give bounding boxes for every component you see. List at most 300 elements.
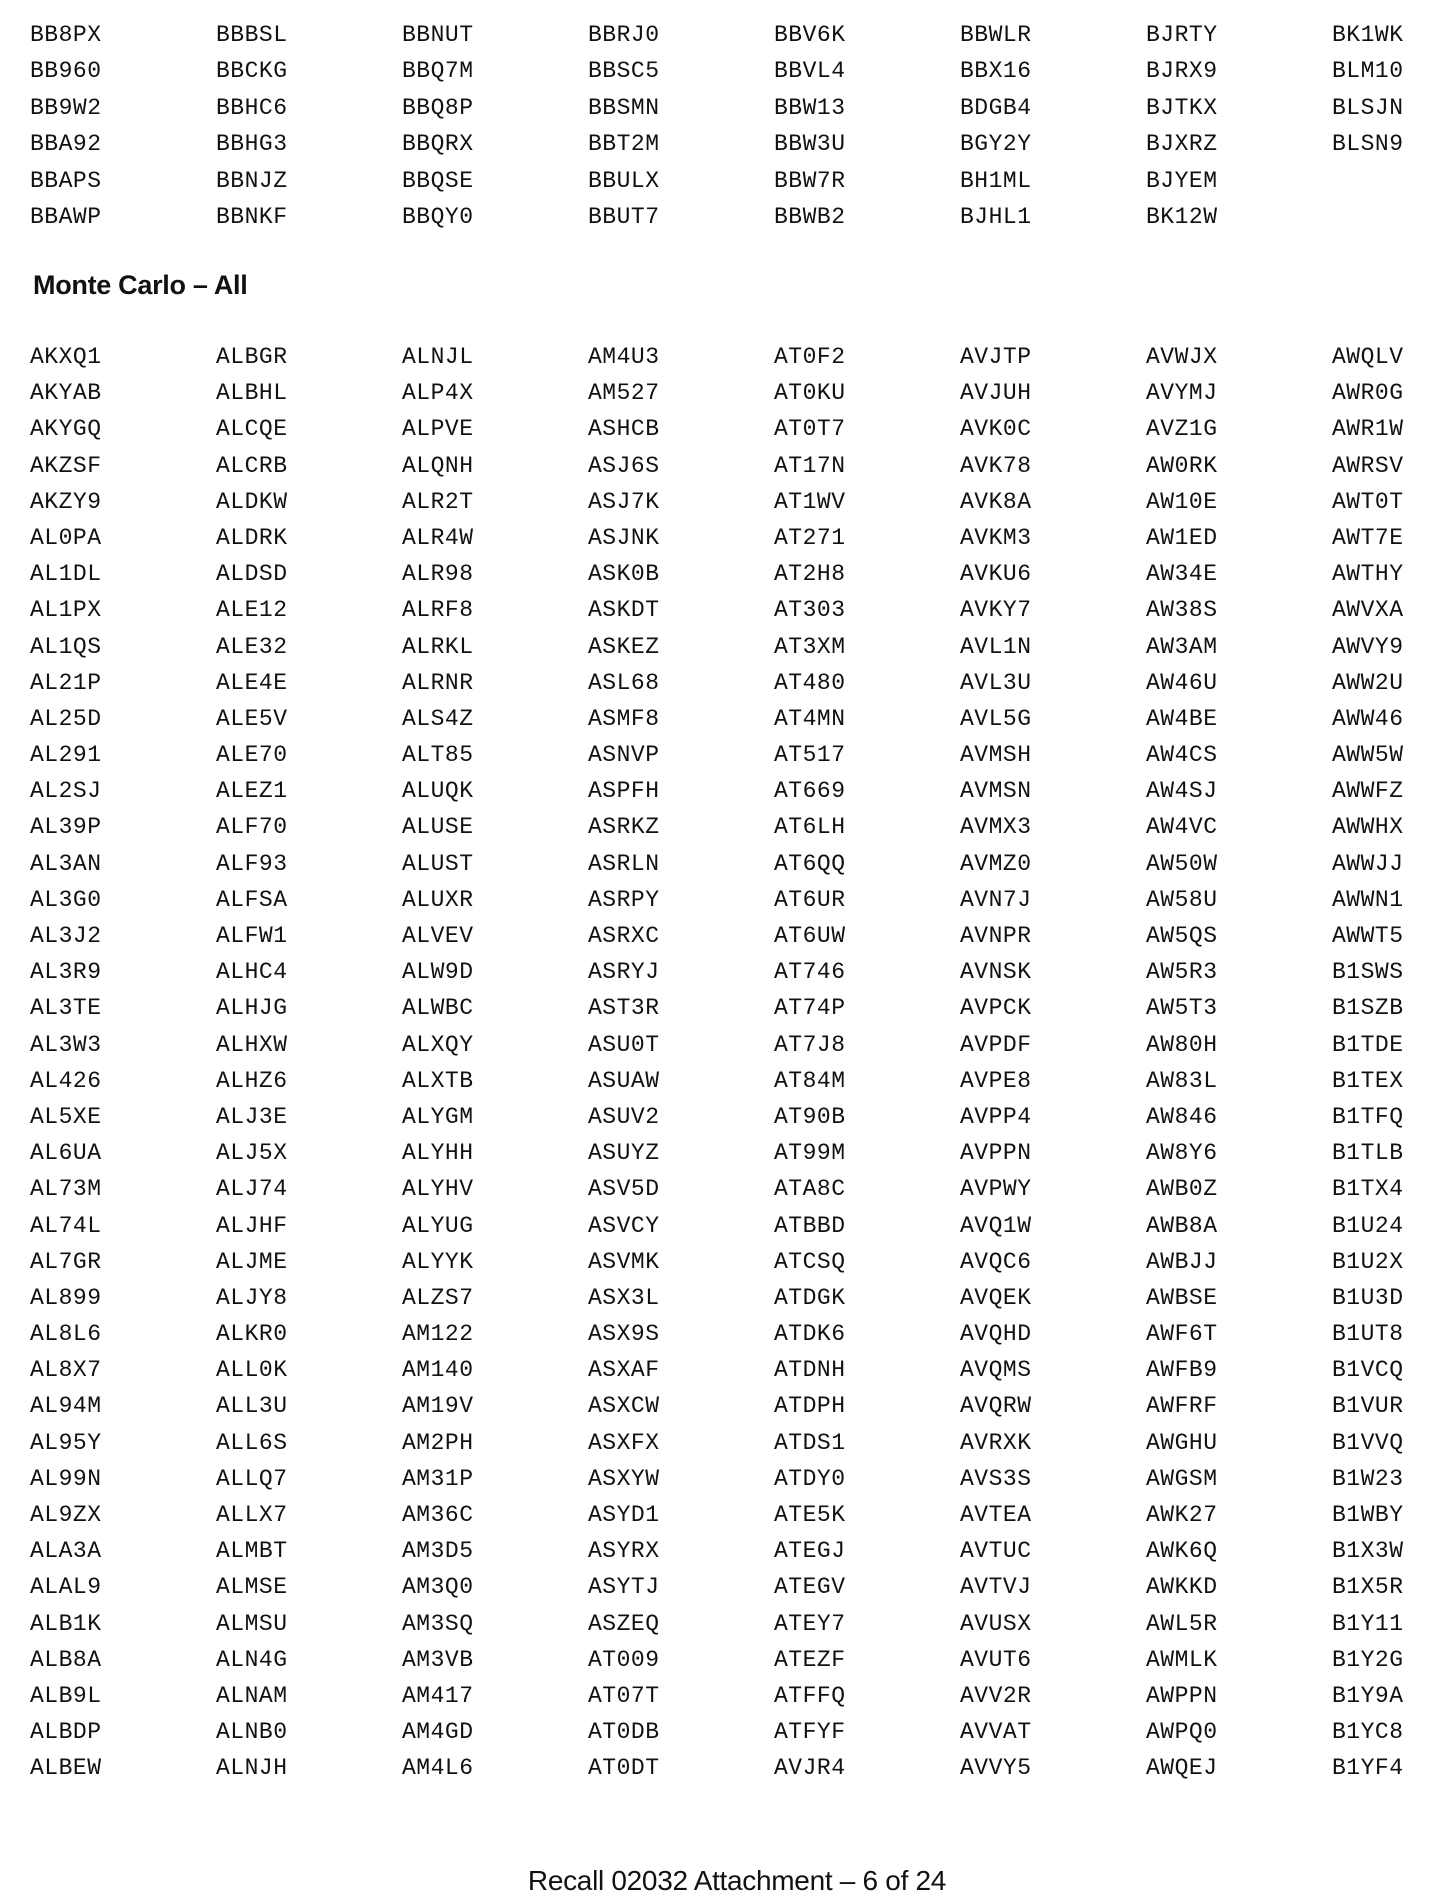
code-cell: ALFW1	[216, 923, 288, 949]
code-cell: ALXQY	[402, 1031, 474, 1058]
code-cell: BJRTY	[1146, 22, 1218, 48]
code-cell: AM140	[402, 1357, 474, 1384]
code-cell: AVPPN	[960, 1140, 1032, 1167]
code-cell: AVTEA	[960, 1502, 1032, 1528]
code-cell: ASMF8	[588, 705, 660, 732]
code-cell: AVVY5	[960, 1755, 1032, 1782]
code-cell: ALL0K	[216, 1357, 288, 1384]
code-cell: ALBDP	[30, 1719, 102, 1746]
monte-carlo-code-grid	[30, 344, 1456, 1792]
code-cell: BBCKG	[216, 58, 288, 85]
code-cell: ALNAM	[216, 1682, 288, 1709]
code-cell: BBBSL	[216, 22, 288, 48]
code-cell: ALBEW	[30, 1755, 102, 1782]
code-cell: B1VCQ	[1332, 1357, 1404, 1384]
code-cell: AM4GD	[402, 1719, 474, 1746]
code-cell: AWW46	[1332, 705, 1404, 732]
code-cell: ALJ3E	[216, 1103, 288, 1130]
code-cell: BBT2M	[588, 131, 660, 158]
code-cell: AT517	[774, 742, 846, 769]
code-cell: ALBGR	[216, 344, 288, 370]
code-cell: AT2H8	[774, 561, 846, 588]
code-cell: AT6QQ	[774, 850, 846, 877]
code-cell: AM3SQ	[402, 1610, 474, 1637]
code-cell: AWFRF	[1146, 1393, 1218, 1420]
code-cell: AL7GR	[30, 1248, 102, 1275]
code-cell: AVMX3	[960, 814, 1032, 841]
code-cell: ALNB0	[216, 1719, 288, 1746]
code-cell: ALLQ7	[216, 1465, 288, 1492]
code-cell: AWKKD	[1146, 1574, 1218, 1601]
code-cell: AT480	[774, 669, 846, 696]
code-cell: BGY2Y	[960, 131, 1032, 158]
code-cell: AT0KU	[774, 380, 846, 407]
code-cell: AT7J8	[774, 1031, 846, 1058]
code-cell: AM4U3	[588, 344, 660, 370]
code-cell: ASX9S	[588, 1321, 660, 1348]
code-cell: AVRXK	[960, 1429, 1032, 1456]
code-cell: AM4L6	[402, 1755, 474, 1782]
code-cell: B1YC8	[1332, 1719, 1404, 1746]
code-cell: ASRLN	[588, 850, 660, 877]
code-cell: ATDS1	[774, 1429, 846, 1456]
code-cell: AWT0T	[1332, 488, 1404, 515]
code-cell: AL6UA	[30, 1140, 102, 1167]
code-cell: AKZY9	[30, 488, 102, 515]
code-cell: ALHC4	[216, 959, 288, 986]
code-cell: AL5XE	[30, 1103, 102, 1130]
code-cell: ALJY8	[216, 1284, 288, 1311]
top-code-grid	[30, 22, 1456, 240]
code-cell: ASK0B	[588, 561, 660, 588]
code-cell: BJYEM	[1146, 167, 1218, 194]
code-cell: BBX16	[960, 58, 1032, 85]
code-cell: B1WBY	[1332, 1502, 1404, 1528]
code-cell: AL94M	[30, 1393, 102, 1420]
code-cell: AL291	[30, 742, 102, 769]
code-cell: AWR0G	[1332, 380, 1404, 407]
code-cell: B1UT8	[1332, 1321, 1404, 1348]
code-cell: AWMLK	[1146, 1646, 1218, 1673]
code-cell: BB8PX	[30, 22, 102, 48]
code-cell: AWL5R	[1146, 1610, 1218, 1637]
code-cell: AL73M	[30, 1176, 102, 1203]
code-cell: AT07T	[588, 1682, 660, 1709]
code-cell: BBWB2	[774, 203, 846, 230]
code-cell: AVWJX	[1146, 344, 1218, 370]
code-cell: AT303	[774, 597, 846, 624]
code-cell: BBW7R	[774, 167, 846, 194]
code-cell: AVQRW	[960, 1393, 1032, 1420]
code-cell: ALB8A	[30, 1646, 102, 1673]
code-cell: ALJ5X	[216, 1140, 288, 1167]
code-cell: ALF70	[216, 814, 288, 841]
code-cell: AT0F2	[774, 344, 846, 370]
code-cell: ALA3A	[30, 1538, 102, 1565]
code-cell: AT90B	[774, 1103, 846, 1130]
code-cell: AWK6Q	[1146, 1538, 1218, 1565]
code-cell: ASL68	[588, 669, 660, 696]
code-cell: AM3VB	[402, 1646, 474, 1673]
code-cell: AKYGQ	[30, 416, 102, 443]
code-cell: AWFB9	[1146, 1357, 1218, 1384]
code-cell: AL0PA	[30, 524, 102, 551]
code-cell: AVS3S	[960, 1465, 1032, 1492]
code-cell: AM36C	[402, 1502, 474, 1528]
code-cell: AL9ZX	[30, 1502, 102, 1528]
code-cell: AT271	[774, 524, 846, 551]
code-cell: AW4BE	[1146, 705, 1218, 732]
code-cell: BBHG3	[216, 131, 288, 158]
code-cell: B1TDE	[1332, 1031, 1404, 1058]
code-cell: ALR2T	[402, 488, 474, 515]
code-cell: ALEZ1	[216, 778, 288, 805]
code-cell: ALMSE	[216, 1574, 288, 1601]
code-cell: AL8X7	[30, 1357, 102, 1384]
code-cell: ALP4X	[402, 380, 474, 407]
code-cell: AW80H	[1146, 1031, 1218, 1058]
code-cell: ALL3U	[216, 1393, 288, 1420]
code-cell: ATEY7	[774, 1610, 846, 1637]
code-cell: AVPWY	[960, 1176, 1032, 1203]
code-cell: BB960	[30, 58, 102, 85]
code-cell: AVUT6	[960, 1646, 1032, 1673]
code-cell: AWGSM	[1146, 1465, 1218, 1492]
code-cell: AL95Y	[30, 1429, 102, 1456]
code-cell: ALUSE	[402, 814, 474, 841]
code-cell: BBSMN	[588, 94, 660, 121]
code-cell: ALMBT	[216, 1538, 288, 1565]
code-cell: BJXRZ	[1146, 131, 1218, 158]
code-cell: ASRKZ	[588, 814, 660, 841]
code-cell: ATEGJ	[774, 1538, 846, 1565]
code-cell: BBW3U	[774, 131, 846, 158]
code-cell: AWGHU	[1146, 1429, 1218, 1456]
code-cell: ALUQK	[402, 778, 474, 805]
code-cell: AT6UW	[774, 923, 846, 949]
code-cell: ALDSD	[216, 561, 288, 588]
code-cell: AL8L6	[30, 1321, 102, 1348]
code-cell: AVJTP	[960, 344, 1032, 370]
code-cell: AWVXA	[1332, 597, 1404, 624]
code-cell: ALE70	[216, 742, 288, 769]
code-cell: BBULX	[588, 167, 660, 194]
code-cell: AVTUC	[960, 1538, 1032, 1565]
code-cell: AVK8A	[960, 488, 1032, 515]
code-cell: AVPE8	[960, 1067, 1032, 1094]
code-cell: BK1WK	[1332, 22, 1404, 48]
code-cell: ATFYF	[774, 1719, 846, 1746]
code-cell: ALFSA	[216, 886, 288, 913]
code-cell: B1VVQ	[1332, 1429, 1404, 1456]
code-cell: AT4MN	[774, 705, 846, 732]
code-cell: AW8Y6	[1146, 1140, 1218, 1167]
code-cell: AVKM3	[960, 524, 1032, 551]
code-cell: ATBBD	[774, 1212, 846, 1239]
code-cell: AW5QS	[1146, 923, 1218, 949]
code-cell: B1U3D	[1332, 1284, 1404, 1311]
code-cell: ALRNR	[402, 669, 474, 696]
code-cell: ALCQE	[216, 416, 288, 443]
code-cell: AL3TE	[30, 995, 102, 1022]
code-cell: AVMZ0	[960, 850, 1032, 877]
code-cell: AWRSV	[1332, 452, 1404, 479]
code-cell: AW58U	[1146, 886, 1218, 913]
code-cell: ALXTB	[402, 1067, 474, 1094]
code-cell: AL1QS	[30, 633, 102, 660]
code-cell: BJTKX	[1146, 94, 1218, 121]
code-cell: AWWHX	[1332, 814, 1404, 841]
code-cell: AVVAT	[960, 1719, 1032, 1746]
code-cell: BBHC6	[216, 94, 288, 121]
code-cell: ALNJH	[216, 1755, 288, 1782]
code-cell: ALWBC	[402, 995, 474, 1022]
code-cell: AVYMJ	[1146, 380, 1218, 407]
code-cell: ASYD1	[588, 1502, 660, 1528]
code-cell: ASUAW	[588, 1067, 660, 1094]
code-cell: AT3XM	[774, 633, 846, 660]
code-cell: AT99M	[774, 1140, 846, 1167]
code-cell: AVJR4	[774, 1755, 846, 1782]
code-cell: AWBJJ	[1146, 1248, 1218, 1275]
code-cell: BBQ7M	[402, 58, 474, 85]
code-cell: ALN4G	[216, 1646, 288, 1673]
code-cell: AW10E	[1146, 488, 1218, 515]
code-cell: BBQSE	[402, 167, 474, 194]
code-cell: ALYHV	[402, 1176, 474, 1203]
code-cell: ASVMK	[588, 1248, 660, 1275]
code-cell: AWBSE	[1146, 1284, 1218, 1311]
code-cell: AM527	[588, 380, 660, 407]
code-cell: BBQY0	[402, 203, 474, 230]
code-cell: AVMSH	[960, 742, 1032, 769]
code-cell: ALT85	[402, 742, 474, 769]
code-cell: ASKDT	[588, 597, 660, 624]
code-cell: AVTVJ	[960, 1574, 1032, 1601]
code-cell: ATEZF	[774, 1646, 846, 1673]
code-cell: ASV5D	[588, 1176, 660, 1203]
code-cell: AWT7E	[1332, 524, 1404, 551]
code-cell: AVMSN	[960, 778, 1032, 805]
code-cell: AT6UR	[774, 886, 846, 913]
code-cell: AL25D	[30, 705, 102, 732]
code-cell: AW3AM	[1146, 633, 1218, 660]
code-cell: ALR98	[402, 561, 474, 588]
code-cell: ASZEQ	[588, 1610, 660, 1637]
code-cell: B1Y11	[1332, 1610, 1404, 1637]
code-cell: ALB1K	[30, 1610, 102, 1637]
code-cell: AT0DB	[588, 1719, 660, 1746]
code-cell: BBNKF	[216, 203, 288, 230]
code-cell: BBQ8P	[402, 94, 474, 121]
code-cell: B1TLB	[1332, 1140, 1404, 1167]
code-cell: AVZ1G	[1146, 416, 1218, 443]
code-cell: AL3J2	[30, 923, 102, 949]
code-cell: ALYHH	[402, 1140, 474, 1167]
code-cell: AST3R	[588, 995, 660, 1022]
code-cell: AT669	[774, 778, 846, 805]
code-cell: AT0DT	[588, 1755, 660, 1782]
code-cell: AL2SJ	[30, 778, 102, 805]
code-cell: AVUSX	[960, 1610, 1032, 1637]
code-cell: AVL3U	[960, 669, 1032, 696]
code-cell: AW846	[1146, 1103, 1218, 1130]
code-cell: ASXYW	[588, 1465, 660, 1492]
code-cell: B1TEX	[1332, 1067, 1404, 1094]
code-cell: ALDKW	[216, 488, 288, 515]
code-cell: AVN7J	[960, 886, 1032, 913]
code-cell: ASRXC	[588, 923, 660, 949]
code-cell: BLM10	[1332, 58, 1404, 85]
code-cell: AVQMS	[960, 1357, 1032, 1384]
code-cell: B1VUR	[1332, 1393, 1404, 1420]
code-cell: ALHXW	[216, 1031, 288, 1058]
code-cell: AVK0C	[960, 416, 1032, 443]
code-cell: ASHCB	[588, 416, 660, 443]
code-cell: BBSC5	[588, 58, 660, 85]
code-cell: ASU0T	[588, 1031, 660, 1058]
code-cell: ALYGM	[402, 1103, 474, 1130]
code-cell: AWWN1	[1332, 886, 1404, 913]
code-cell: AT0T7	[774, 416, 846, 443]
code-cell: ALZS7	[402, 1284, 474, 1311]
code-cell: ATA8C	[774, 1176, 846, 1203]
code-cell: ALQNH	[402, 452, 474, 479]
code-cell: ASJ6S	[588, 452, 660, 479]
code-cell: ATFFQ	[774, 1682, 846, 1709]
code-cell: ATE5K	[774, 1502, 846, 1528]
code-cell: ALJ74	[216, 1176, 288, 1203]
code-cell: BBQRX	[402, 131, 474, 158]
code-cell: ALUXR	[402, 886, 474, 913]
code-cell: ALYYK	[402, 1248, 474, 1275]
code-cell: ASXFX	[588, 1429, 660, 1456]
code-cell: ASKEZ	[588, 633, 660, 660]
code-cell: AWW2U	[1332, 669, 1404, 696]
code-cell: BBV6K	[774, 22, 846, 48]
code-cell: AL39P	[30, 814, 102, 841]
code-cell: AWVY9	[1332, 633, 1404, 660]
code-cell: ASYTJ	[588, 1574, 660, 1601]
code-cell: B1U2X	[1332, 1248, 1404, 1275]
code-cell: AW50W	[1146, 850, 1218, 877]
code-cell: ALR4W	[402, 524, 474, 551]
code-cell: AVPDF	[960, 1031, 1032, 1058]
code-cell: B1X3W	[1332, 1538, 1404, 1565]
code-cell: AT17N	[774, 452, 846, 479]
code-cell: ALRKL	[402, 633, 474, 660]
code-cell: AKXQ1	[30, 344, 102, 370]
code-cell: ALAL9	[30, 1574, 102, 1601]
code-cell: ASX3L	[588, 1284, 660, 1311]
code-cell: ATDPH	[774, 1393, 846, 1420]
code-cell: AVQEK	[960, 1284, 1032, 1311]
code-cell: ALBHL	[216, 380, 288, 407]
code-cell: B1W23	[1332, 1465, 1404, 1492]
code-cell: AVNPR	[960, 923, 1032, 949]
code-cell: ASPFH	[588, 778, 660, 805]
code-cell: AL74L	[30, 1212, 102, 1239]
code-cell: AVQC6	[960, 1248, 1032, 1275]
code-cell: ATDNH	[774, 1357, 846, 1384]
code-cell: ALJHF	[216, 1212, 288, 1239]
code-cell: AT1WV	[774, 488, 846, 515]
code-cell: AWB8A	[1146, 1212, 1218, 1239]
code-cell: B1SWS	[1332, 959, 1404, 986]
code-cell: AW46U	[1146, 669, 1218, 696]
code-cell: ALNJL	[402, 344, 474, 370]
code-cell: ASYRX	[588, 1538, 660, 1565]
code-cell: AM19V	[402, 1393, 474, 1420]
code-cell: AVQ1W	[960, 1212, 1032, 1239]
code-cell: AW4CS	[1146, 742, 1218, 769]
code-cell: AWWJJ	[1332, 850, 1404, 877]
code-cell: AVPP4	[960, 1103, 1032, 1130]
code-cell: ASXAF	[588, 1357, 660, 1384]
code-cell: BBVL4	[774, 58, 846, 85]
code-cell: B1TX4	[1332, 1176, 1404, 1203]
code-cell: AL3AN	[30, 850, 102, 877]
code-cell: AW38S	[1146, 597, 1218, 624]
code-cell: AL3R9	[30, 959, 102, 986]
code-cell: ALL6S	[216, 1429, 288, 1456]
code-cell: AL3W3	[30, 1031, 102, 1058]
code-cell: AVV2R	[960, 1682, 1032, 1709]
code-cell: BLSN9	[1332, 131, 1404, 158]
code-cell: ALE4E	[216, 669, 288, 696]
code-cell: BBNJZ	[216, 167, 288, 194]
code-cell: AW83L	[1146, 1067, 1218, 1094]
code-cell: BJRX9	[1146, 58, 1218, 85]
code-cell: AT746	[774, 959, 846, 986]
code-cell: AM3Q0	[402, 1574, 474, 1601]
code-cell: AWR1W	[1332, 416, 1404, 443]
code-cell: BBAPS	[30, 167, 102, 194]
code-cell: AWTHY	[1332, 561, 1404, 588]
section-heading: Monte Carlo – All	[33, 270, 248, 300]
code-cell: AL3G0	[30, 886, 102, 913]
code-cell: ALMSU	[216, 1610, 288, 1637]
code-cell: ALW9D	[402, 959, 474, 986]
code-cell: AW5R3	[1146, 959, 1218, 986]
code-cell: ATDY0	[774, 1465, 846, 1492]
code-cell: ASRYJ	[588, 959, 660, 986]
code-cell: AVJUH	[960, 380, 1032, 407]
code-cell: AVKY7	[960, 597, 1032, 624]
code-cell: ALUST	[402, 850, 474, 877]
code-cell: BK12W	[1146, 203, 1218, 230]
code-cell: ALLX7	[216, 1502, 288, 1528]
code-cell: AWQLV	[1332, 344, 1404, 370]
code-cell: ASUYZ	[588, 1140, 660, 1167]
code-cell: ALF93	[216, 850, 288, 877]
code-cell: B1Y2G	[1332, 1646, 1404, 1673]
code-cell: ALJME	[216, 1248, 288, 1275]
code-cell: AWPPN	[1146, 1682, 1218, 1709]
code-cell: AT009	[588, 1646, 660, 1673]
code-cell: BB9W2	[30, 94, 102, 121]
page-footer: Recall 02032 Attachment – 6 of 24	[527, 1865, 947, 1896]
code-cell: AWK27	[1146, 1502, 1218, 1528]
code-cell: ALRF8	[402, 597, 474, 624]
code-cell: AM417	[402, 1682, 474, 1709]
code-cell: BBUT7	[588, 203, 660, 230]
code-cell: BBAWP	[30, 203, 102, 230]
code-cell: BLSJN	[1332, 94, 1404, 121]
code-cell: ALB9L	[30, 1682, 102, 1709]
code-cell: ALE5V	[216, 705, 288, 732]
code-cell: ASJ7K	[588, 488, 660, 515]
